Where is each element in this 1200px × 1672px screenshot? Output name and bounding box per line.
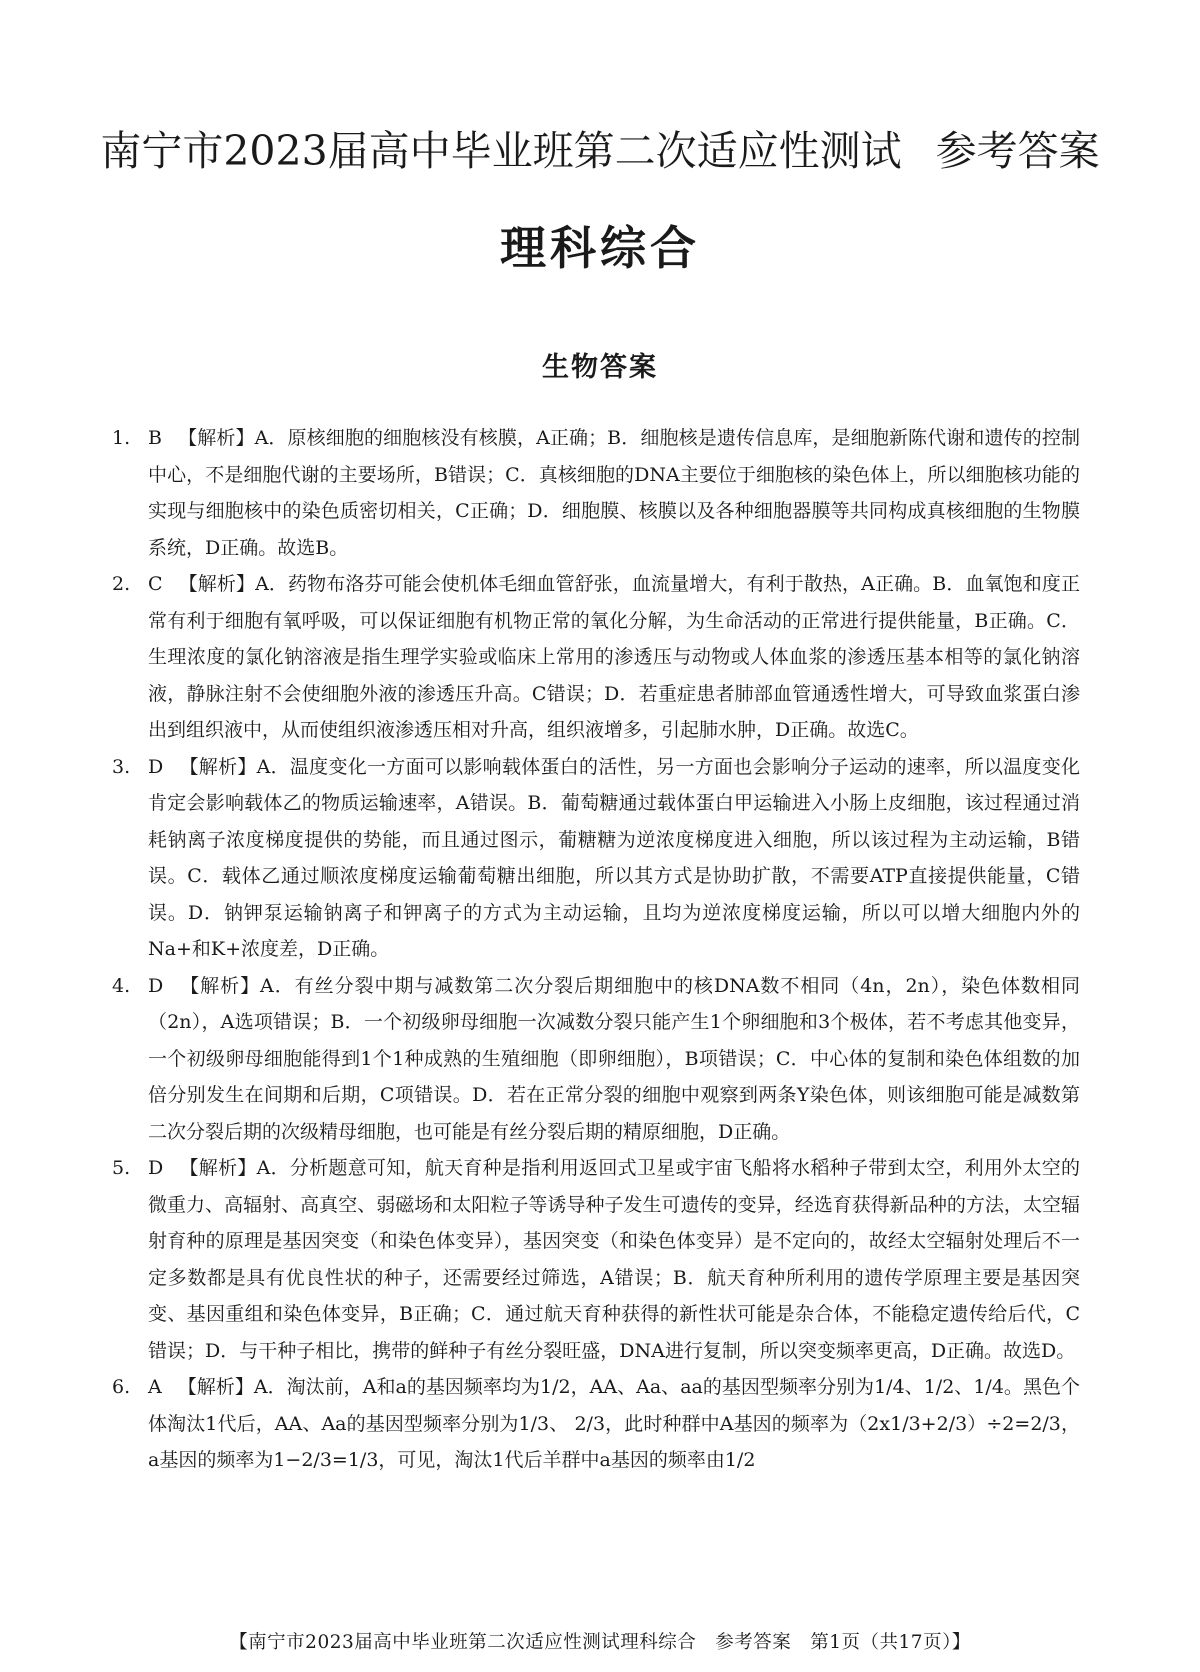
answer-choice: D [148,974,164,997]
answer-item [112,1150,1080,1369]
question-number: 6. [112,1376,131,1398]
answer-explanation [148,968,1080,1151]
title-main: 南宁市2023届高中毕业班第二次适应性测试 [100,127,902,175]
page-footer: 【南宁市2023届高中毕业班第二次适应性测试理科综合 参考答案 第1页（共17页）】 [229,1632,971,1653]
answer-explanation [148,1369,1080,1479]
question-number: 3. [112,755,131,778]
question-number: 2. [112,573,131,595]
answer-explanation [148,1150,1080,1369]
section-title: 生物答案 [542,352,658,383]
answer-item [112,968,1080,1151]
explanation-text: 【解析】A．温度变化一方面可以影响载体蛋白的活性，另一方面也会影响分子运动的速率，所以温度变化肯定会影响载体乙的物质运输速率，A错误。B．葡萄糖通过载体蛋白甲运输进入小肠上皮细胞，该过程通过消耗钠离子浓度梯度提供的势能，而且通过图示，葡糖糖为逆浓度梯度进入细胞，所以该过程为主动运输，B错误。C．载体乙通过顺浓度梯度运输葡萄糖出细胞，所以其方式是协助扩散，不需要ATP直接提供能量，C错误。D．钠钾泵运输钠离子和钾离子的方式为主动运输，且均为逆浓度梯度运输，所以可以增大细胞内外的Na+和K+浓度差，D正确。 [148,755,1080,960]
answer-item [112,420,1080,566]
title-suffix: 参考答案 [935,127,1100,175]
answer-explanation [148,566,1080,749]
explanation-text: 【解析】A．淘汰前，A和a的基因频率均为1/2，AA、Aa、aa的基因型频率分别为1/4、1/2、1/4。黑色个体淘汰1代后，AA、Aa的基因型频率分别为1/3、 2/3，此时种群中A基因的频率为（2x1/3+2/3）÷2=2/3，a基因的频率为1−2/3=1/3，可见，淘汰1代后羊群中a基因的频率由1/2 [148,1376,1080,1471]
answer-choice: B [148,427,162,449]
question-number: 5. [112,1157,131,1179]
question-number: 1. [112,427,131,449]
explanation-text: 【解析】A．药物布洛芬可能会使机体毛细血管舒张，血流量增大，有利于散热，A正确。B．血氧饱和度正常有利于细胞有氧呼吸，可以保证细胞有机物正常的氧化分解，为生命活动的正常进行提供能量，B正确。C．生理浓度的氯化钠溶液是指生理学实验或临床上常用的渗透压与动物或人体血浆的渗透压基本相等的氯化钠溶液，静脉注射不会使细胞外液的渗透压升高。C错误；D．若重症患者肺部血管通透性增大，可导致血浆蛋白渗出到组织液中，从而使组织液渗透压相对升高，组织液增多，引起肺水肿，D正确。故选C。 [148,573,1080,741]
answer-choice: A [148,1376,162,1398]
answer-item [112,566,1080,749]
page-title [0,118,1200,177]
explanation-text: 【解析】A．分析题意可知，航天育种是指利用返回式卫星或宇宙飞船将水稻种子带到太空，利用外太空的微重力、高辐射、高真空、弱磁场和太阳粒子等诱导种子发生可遗传的变异，经选育获得新品种的方法，太空辐射育种的原理是基因突变（和染色体变异），基因突变（和染色体变异）是不定向的，故经太空辐射处理后不一定多数都是具有优良性状的种子，还需要经过筛选，A错误；B．航天育种所利用的遗传学原理主要是基因突变、基因重组和染色体变异，B正确；C．通过航天育种获得的新性状可能是杂合体，不能稳定遗传给后代，C错误；D．与干种子相比，携带的鲜种子有丝分裂旺盛，DNA进行复制，所以突变频率更高，D正确。故选D。 [148,1157,1080,1362]
answer-list [112,420,1080,1479]
answer-explanation [148,749,1080,968]
explanation-text: 【解析】A．原核细胞的细胞核没有核膜，A正确；B．细胞核是遗传信息库，是细胞新陈代谢和遗传的控制中心，不是细胞代谢的主要场所，B错误；C．真核细胞的DNA主要位于细胞核的染色体上，所以细胞核功能的实现与细胞核中的染色质密切相关，C正确；D．细胞膜、核膜以及各种细胞器膜等共同构成真核细胞的生物膜系统，D正确。故选B。 [148,427,1080,559]
answer-choice: D [148,755,164,778]
answer-item [112,749,1080,968]
explanation-text: 【解析】A．有丝分裂中期与减数第二次分裂后期细胞中的核DNA数不相同（4n，2n），染色体数相同（2n），A选项错误；B．一个初级卵母细胞一次减数分裂只能产生1个卵细胞和3个极体，若不考虑其他变异，一个初级卵母细胞能得到1个1种成熟的生殖细胞（即卵细胞），B项错误；C．中心体的复制和染色体组数的加倍分别发生在间期和后期，C项错误。D．若在正常分裂的细胞中观察到两条Y染色体，则该细胞可能是减数第二次分裂后期的次级精母细胞，也可能是有丝分裂后期的精原细胞，D正确。 [148,974,1080,1143]
answer-choice: D [148,1157,164,1179]
answer-choice: C [148,573,163,595]
subject-title: 理科综合 [500,221,700,275]
question-number: 4. [112,974,131,997]
answer-explanation [148,420,1080,566]
answer-item [112,1369,1080,1479]
